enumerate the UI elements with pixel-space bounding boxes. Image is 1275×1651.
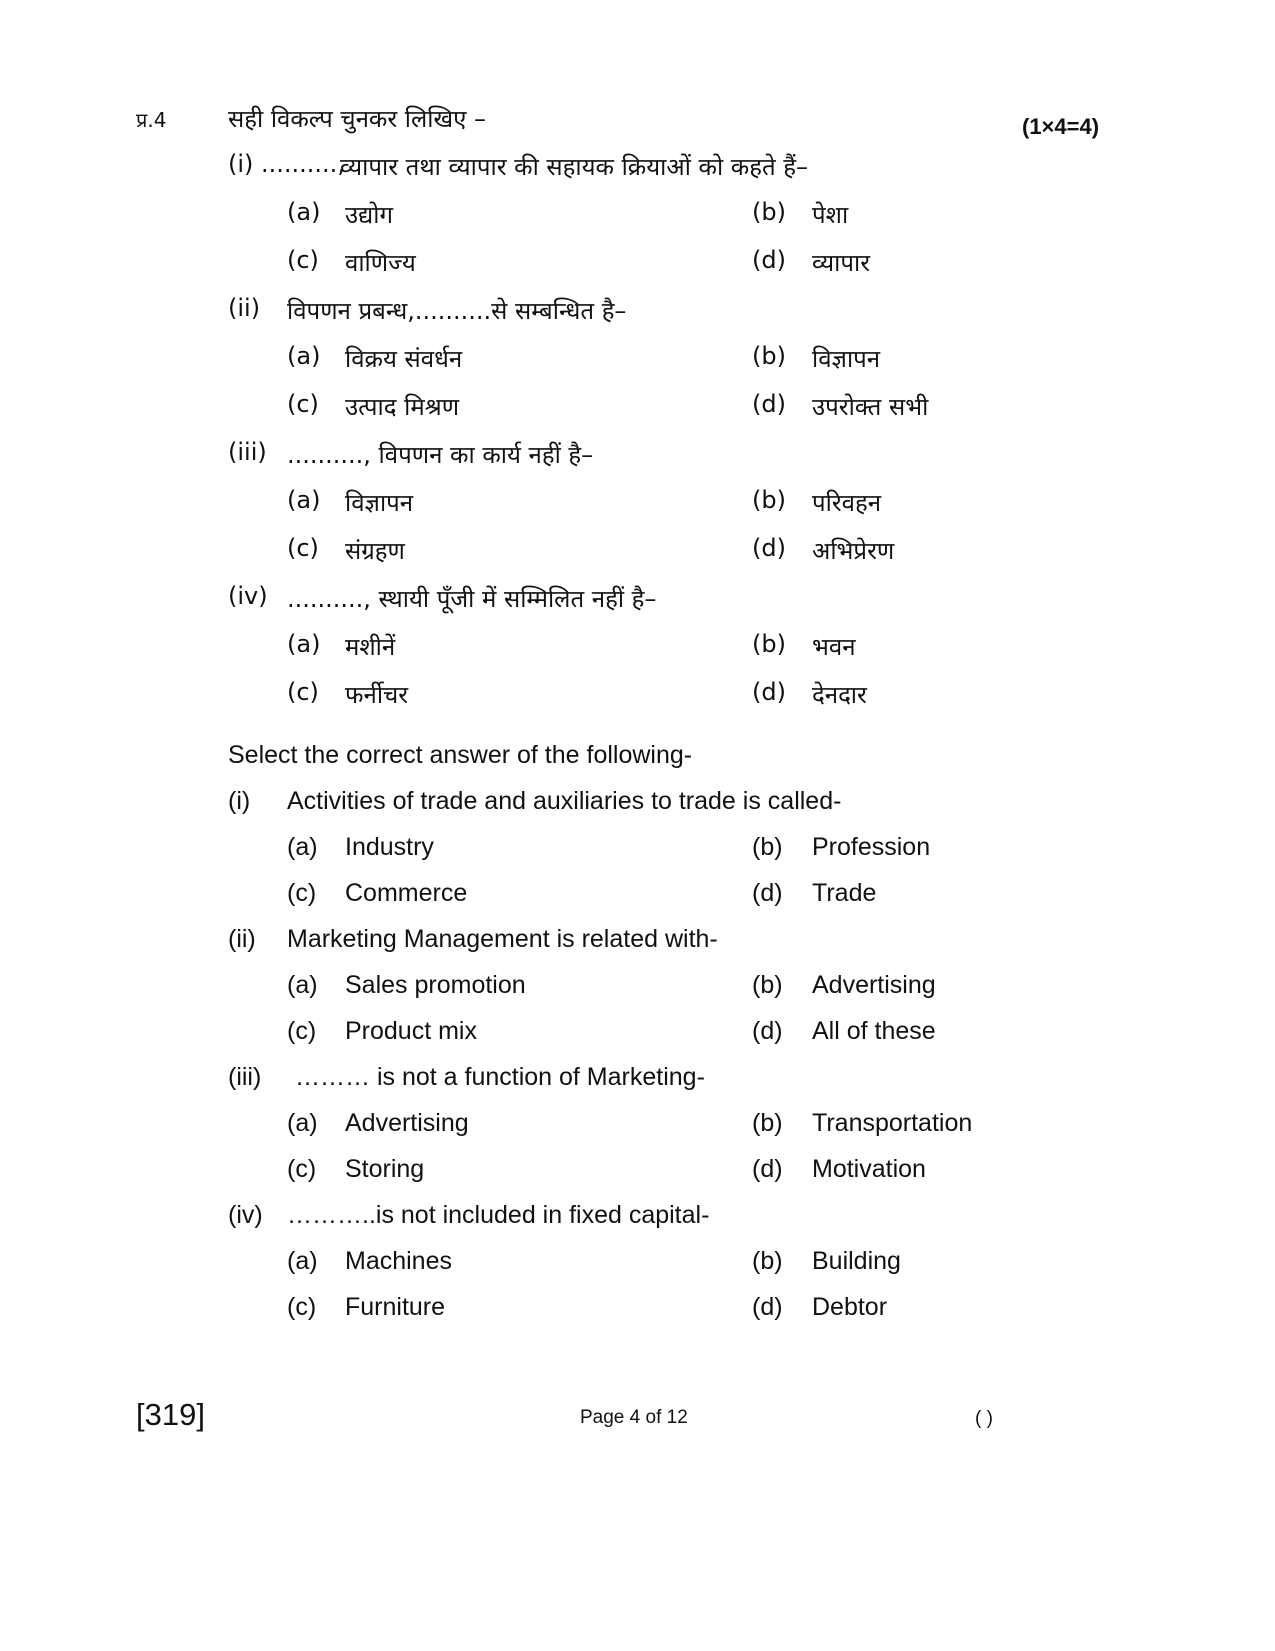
english-q2-opt-a-label: (a) <box>287 971 318 999</box>
english-q2-opt-c: Product mix <box>345 1017 477 1045</box>
english-q2-opt-d: All of these <box>812 1017 936 1045</box>
hindi-q4-opt-c-label: (c) <box>287 678 319 706</box>
english-q2-opt-c-label: (c) <box>287 1017 317 1045</box>
hindi-q4-opt-b-label: (b) <box>752 630 786 658</box>
english-q1-opt-d: Trade <box>812 879 877 907</box>
hindi-q3-opt-c-label: (c) <box>287 534 319 562</box>
english-q2-opt-a: Sales promotion <box>345 971 526 999</box>
hindi-q3-opt-a-label: (a) <box>287 486 321 514</box>
hindi-q4-opt-b: भवन <box>812 633 856 661</box>
hindi-q2-opt-d-label: (d) <box>752 390 786 418</box>
hindi-q2-opt-b-label: (b) <box>752 342 786 370</box>
hindi-q3-opt-c: संग्रहण <box>345 537 405 565</box>
english-q4-text: ………..is not included in fixed capital- <box>287 1201 710 1229</box>
hindi-q1-opt-a: उद्योग <box>345 201 393 229</box>
hindi-q3-number: (iii) <box>228 438 267 466</box>
english-q2-number: (ii) <box>228 925 256 953</box>
english-q3-number: (iii) <box>228 1063 262 1091</box>
hindi-q3-opt-b: परिवहन <box>812 489 882 517</box>
hindi-q1-opt-d: व्यापार <box>812 249 871 277</box>
english-q1-opt-c-label: (c) <box>287 879 317 907</box>
english-q2-opt-d-label: (d) <box>752 1017 783 1045</box>
english-q2-opt-b-label: (b) <box>752 971 783 999</box>
hindi-q3-opt-d: अभिप्रेरण <box>812 537 895 565</box>
hindi-q3-text: .........., विपणन का कार्य नहीं है– <box>287 441 594 469</box>
hindi-q2-opt-c: उत्पाद मिश्रण <box>345 393 460 421</box>
english-q4-opt-d-label: (d) <box>752 1293 783 1321</box>
hindi-q2-text: विपणन प्रबन्ध,..........से सम्बन्धित है– <box>287 297 627 325</box>
hindi-q4-opt-d: देनदार <box>812 681 867 709</box>
english-q4-number: (iv) <box>228 1201 263 1229</box>
english-q4-opt-a-label: (a) <box>287 1247 318 1275</box>
hindi-q1-opt-b: पेशा <box>812 201 849 229</box>
paper-code: [319] <box>136 1397 205 1432</box>
hindi-q1-number: (i) .........., <box>228 150 345 178</box>
english-q3-opt-a-label: (a) <box>287 1109 318 1137</box>
hindi-q4-opt-a: मशीनें <box>345 633 396 661</box>
english-q4-opt-a: Machines <box>345 1247 452 1275</box>
english-q3-opt-d-label: (d) <box>752 1155 783 1183</box>
english-q3-text: ……… is not a function of Marketing- <box>295 1063 705 1091</box>
english-q4-opt-c-label: (c) <box>287 1293 317 1321</box>
hindi-q1-opt-d-label: (d) <box>752 246 786 274</box>
instruction-hindi: सही विकल्प चुनकर लिखिए – <box>228 105 487 133</box>
hindi-q4-number: (iv) <box>228 582 268 610</box>
english-q1-text: Activities of trade and auxiliaries to trade is called- <box>287 787 842 815</box>
hindi-q2-opt-a: विक्रय संवर्धन <box>345 345 463 373</box>
hindi-q4-opt-a-label: (a) <box>287 630 321 658</box>
hindi-q3-opt-d-label: (d) <box>752 534 786 562</box>
english-q4-opt-d: Debtor <box>812 1293 888 1321</box>
hindi-q2-opt-b: विज्ञापन <box>812 345 881 373</box>
hindi-q3-opt-a: विज्ञापन <box>345 489 414 517</box>
english-q3-opt-b-label: (b) <box>752 1109 783 1137</box>
english-q2-opt-b: Advertising <box>812 971 936 999</box>
english-q1-opt-c: Commerce <box>345 879 468 907</box>
english-q3-opt-c: Storing <box>345 1155 425 1183</box>
hindi-q3-opt-b-label: (b) <box>752 486 786 514</box>
english-q4-opt-c: Furniture <box>345 1293 446 1321</box>
hindi-q2-opt-c-label: (c) <box>287 390 319 418</box>
english-q1-opt-b: Profession <box>812 833 931 861</box>
hindi-q4-text: .........., स्थायी पूँजी में सम्मिलित नहीं है– <box>287 585 657 613</box>
english-q3-opt-c-label: (c) <box>287 1155 317 1183</box>
hindi-q2-opt-d: उपरोक्त सभी <box>812 393 929 421</box>
page-number: Page 4 of 12 <box>580 1407 688 1428</box>
hindi-q4-opt-d-label: (d) <box>752 678 786 706</box>
footer-mark: ( ) <box>975 1408 993 1429</box>
hindi-q1-opt-b-label: (b) <box>752 198 786 226</box>
english-q1-opt-a-label: (a) <box>287 833 318 861</box>
english-q2-text: Marketing Management is related with- <box>287 925 718 953</box>
english-q3-opt-b: Transportation <box>812 1109 973 1137</box>
hindi-q2-number: (ii) <box>228 294 261 322</box>
english-q3-opt-d: Motivation <box>812 1155 926 1183</box>
english-q1-opt-d-label: (d) <box>752 879 783 907</box>
english-q3-opt-a: Advertising <box>345 1109 469 1137</box>
hindi-q2-opt-a-label: (a) <box>287 342 321 370</box>
english-q1-number: (i) <box>228 787 251 815</box>
english-q1-opt-a: Industry <box>345 833 434 861</box>
hindi-q1-opt-c: वाणिज्य <box>345 249 416 277</box>
question-number: प्र.4 <box>136 108 167 132</box>
hindi-q1-opt-a-label: (a) <box>287 198 321 226</box>
english-q4-opt-b: Building <box>812 1247 901 1275</box>
english-q4-opt-b-label: (b) <box>752 1247 783 1275</box>
hindi-q1-opt-c-label: (c) <box>287 246 319 274</box>
marks-allocation: (1×4=4) <box>1022 114 1100 139</box>
hindi-q1-text: व्यापार तथा व्यापार की सहायक क्रियाओं को कहते हैं– <box>340 153 809 181</box>
hindi-q4-opt-c: फर्नीचर <box>345 681 409 709</box>
instruction-english: Select the correct answer of the following- <box>228 741 693 769</box>
english-q1-opt-b-label: (b) <box>752 833 783 861</box>
